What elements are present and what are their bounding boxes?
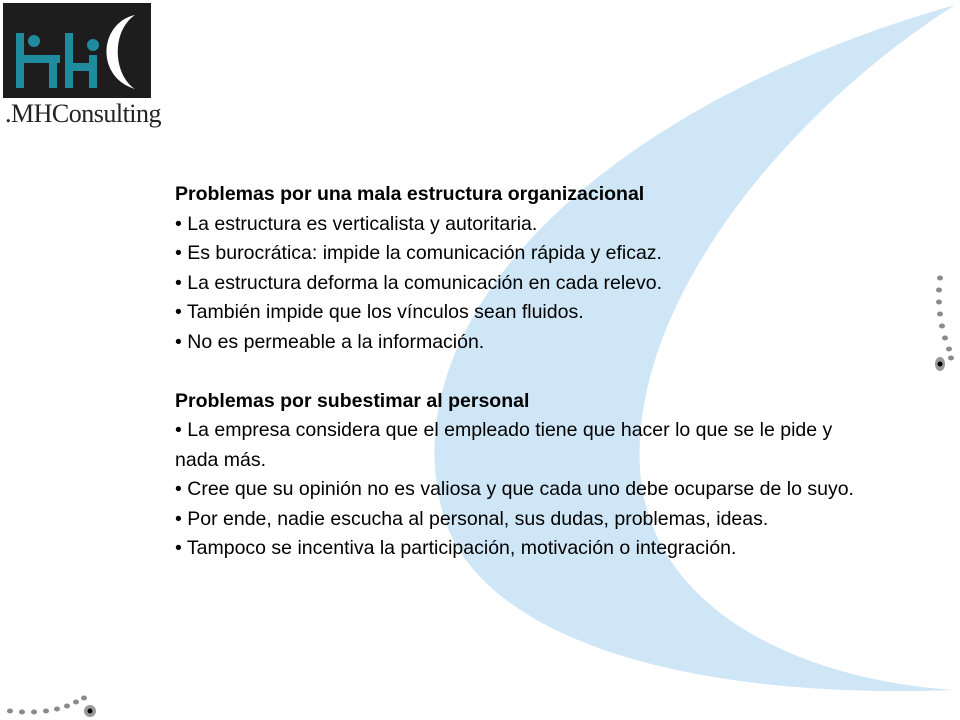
bullet-item: • No es permeable a la información.	[175, 330, 485, 353]
bullet-item: • La estructura es verticalista y autoritaria.	[175, 212, 538, 235]
bullet-item: • También impide que los vínculos sean fluidos.	[175, 301, 584, 323]
company-logo	[3, 3, 162, 133]
slide-content	[175, 180, 875, 564]
dotted-arc-bottom	[7, 696, 96, 718]
section-structure	[175, 180, 875, 357]
section-heading: Problemas por una mala estructura organizacional	[175, 183, 645, 205]
section-spacer	[175, 357, 875, 387]
section-personnel	[175, 387, 875, 564]
bullet-item: • La estructura deforma la comunicación en cada relevo.	[175, 271, 663, 294]
logo-emblem	[3, 3, 151, 98]
bullet-item: • Tampoco se incentiva la participación, motivación o integración.	[175, 537, 737, 559]
dotted-arc-right	[935, 276, 954, 372]
bullet-item: • Es burocrática: impide la comunicación rápida y eficaz.	[175, 242, 662, 264]
section-heading: Problemas por subestimar al personal	[175, 389, 530, 412]
logo-wordmark: .MHConsulting	[5, 99, 162, 128]
bullet-item: • Por ende, nadie escucha al personal, sus dudas, problemas, ideas.	[175, 507, 769, 530]
logo-mhc-icon	[3, 3, 151, 98]
bullet-item: • Cree que su opinión no es valiosa y que cada uno debe ocuparse de lo suyo.	[175, 478, 854, 500]
bullet-item: • La empresa considera que el empleado tiene que hacer lo que se le pide y nada más.	[175, 419, 833, 471]
